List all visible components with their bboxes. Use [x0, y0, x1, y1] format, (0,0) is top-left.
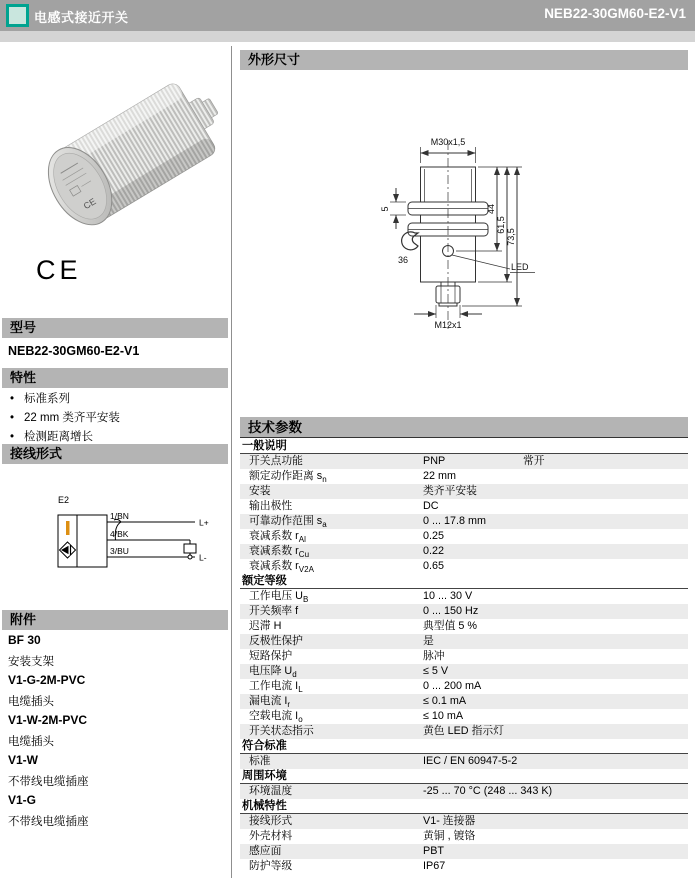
tech-row: [240, 454, 688, 469]
tech-row-value: ≤ 10 mA: [423, 710, 464, 722]
accessory-desc: 电缆插头: [8, 696, 54, 708]
tech-row-value: ≤ 5 V: [423, 665, 449, 677]
tech-table: [240, 439, 688, 874]
dim-615-label: 61,5: [496, 216, 506, 234]
tech-row: [240, 679, 688, 694]
tech-row-value: 黄铜 , 镀铬: [423, 830, 476, 842]
tech-row-value: ≤ 0.1 mA: [423, 695, 467, 707]
tech-row-value: 典型值 5 %: [423, 620, 477, 632]
section-header-model: 型号: [2, 318, 228, 338]
accessory-desc: 不带线电缆插座: [8, 816, 89, 828]
tech-row: [240, 844, 688, 859]
tech-row-value: 10 ... 30 V: [423, 590, 473, 602]
tech-row: [240, 724, 688, 739]
tech-row-value: PNP: [423, 455, 446, 467]
tech-row-label: 衰减系数 $r_{Al}$: [249, 530, 306, 545]
tech-row: [240, 514, 688, 529]
tech-row-label: 工作电流 $I_L$: [249, 680, 303, 695]
tech-row-label: 开关点功能: [249, 455, 303, 467]
section-header-features: 特性: [2, 368, 228, 388]
tech-row: [240, 484, 688, 499]
dim-m12-label: M12x1: [434, 320, 462, 330]
dim-m30-label: M30x1,5: [430, 137, 466, 147]
sensor-symbol-bar: [66, 521, 70, 535]
tech-row-value: 0.25: [423, 530, 445, 542]
tech-row-value: 22 mm: [423, 470, 456, 482]
tech-row-label: 标准: [249, 755, 271, 767]
tech-row: [240, 559, 688, 574]
tech-row: [240, 634, 688, 649]
accessory-name: V1-W-2M-PVC: [8, 713, 88, 727]
tech-row: [240, 529, 688, 544]
accessory-name: BF 30: [8, 633, 41, 647]
accessory-desc: 不带线电缆插座: [8, 776, 89, 788]
section-header-accessories: 附件: [2, 610, 228, 630]
ce-mark: CE: [36, 255, 82, 285]
pin-3-label: 3/BU: [110, 546, 129, 556]
model-number: NEB22-30GM60-E2-V1: [8, 344, 140, 358]
tech-row-label: 电压降 $U_d$: [249, 665, 297, 680]
tech-row-label: 反极性保护: [249, 635, 303, 647]
tech-subsection-header: 机械特性: [240, 799, 688, 814]
accessory-desc: 电缆插头: [8, 736, 54, 748]
load-symbol: [184, 544, 196, 553]
tech-row-label: 防护等级: [249, 860, 293, 872]
tech-row-value: IEC / EN 60947-5-2: [423, 755, 518, 767]
tech-row-label: 迟滞 H: [249, 620, 282, 632]
dim-735-label: 73,5: [506, 228, 516, 246]
led-label: LED: [511, 262, 529, 272]
wiring-diagram-label: E2: [58, 495, 70, 505]
tech-row-value-2: 常开: [523, 455, 545, 467]
tech-row-value: PBT: [423, 845, 444, 857]
brand-square-icon: [6, 4, 29, 27]
tech-row: [240, 694, 688, 709]
tech-row: [240, 859, 688, 874]
feature-item: • 22 mm 类齐平安装: [8, 409, 120, 428]
product-photo: [30, 58, 220, 248]
tech-row: [240, 709, 688, 724]
accessories-list: [8, 633, 223, 833]
tech-subsection-header: 周围环境: [240, 769, 688, 784]
tech-row: [240, 499, 688, 514]
dimension-drawing: [370, 133, 610, 345]
header-model-number: NEB22-30GM60-E2-V1: [544, 6, 686, 21]
l-plus-label: L+: [199, 517, 209, 528]
tech-row-label: 接线形式: [249, 815, 293, 827]
wiring-diagram: [50, 488, 225, 588]
tech-row: [240, 754, 688, 769]
tech-row-label: 衰减系数 $r_{Cu}$: [249, 545, 310, 560]
tech-subsection-header: 一般说明: [240, 439, 688, 454]
section-header-dimensions: 外形尺寸: [240, 50, 688, 70]
tech-row: [240, 649, 688, 664]
tech-row-value: V1- 连接器: [423, 815, 476, 827]
tech-row-label: 安装: [249, 485, 271, 497]
tech-row-label: 环境温度: [249, 785, 293, 797]
accessory-name: V1-G: [8, 793, 37, 807]
tech-row-value: 0.65: [423, 560, 445, 572]
tech-row: [240, 544, 688, 559]
tech-row-value: 是: [423, 635, 434, 647]
feature-item: • 标准系列: [8, 390, 120, 409]
dim-44-label: 44: [486, 203, 496, 215]
tech-row-label: 衰减系数 $r_{V2A}$: [249, 560, 314, 575]
tech-subsection-header: 符合标准: [240, 739, 688, 754]
tech-row-label: 开关状态指示: [249, 725, 314, 737]
section-header-connection: 接线形式: [2, 444, 228, 464]
l-minus-label: L-: [199, 552, 207, 563]
column-divider: [231, 46, 232, 878]
tech-row-value: 0 ... 150 Hz: [423, 605, 479, 617]
accessory-name: V1-W: [8, 753, 38, 767]
tech-row: [240, 604, 688, 619]
tech-row: [240, 469, 688, 484]
svg-text:CE: CE: [81, 196, 98, 212]
dim-5-label: 5: [380, 206, 390, 212]
tech-row-value: 黄色 LED 指示灯: [423, 725, 504, 737]
tech-row-value: 0 ... 200 mA: [423, 680, 482, 692]
tech-row-value: -25 ... 70 °C (248 ... 343 K): [423, 785, 553, 797]
tech-row-label: 空载电流 $I_o$: [249, 710, 303, 725]
tech-row-label: 漏电流 $I_r$: [249, 695, 291, 710]
pin-4-label: 4/BK: [110, 529, 129, 539]
dim-36-label: 36: [397, 255, 409, 265]
tech-row: [240, 784, 688, 799]
tech-row-value: 0.22: [423, 545, 445, 557]
tech-row-label: 感应面: [249, 845, 282, 857]
tech-row-label: 外壳材料: [249, 830, 293, 842]
tech-row-value: 类齐平安装: [423, 485, 477, 497]
section-header-tech: 技术参数: [240, 417, 688, 438]
tech-row-label: 可靠动作范围 $s_a$: [249, 515, 327, 530]
tech-row-value: 脉冲: [423, 650, 445, 662]
tech-row-label: 开关频率 f: [249, 605, 299, 617]
feature-item: • 检测距离增长: [8, 428, 120, 447]
header-substrip: [0, 31, 695, 42]
tech-row-value: DC: [423, 500, 439, 512]
page-title: 电感式接近开关: [34, 10, 129, 25]
tech-row-value: IP67: [423, 860, 446, 872]
tech-row-label: 工作电压 $U_B$: [249, 590, 309, 605]
tech-row-value: 0 ... 17.8 mm: [423, 515, 487, 527]
tech-subsection-header: 额定等级: [240, 574, 688, 589]
tech-row-label: 短路保护: [249, 650, 293, 662]
pin-1-label: 1/BN: [110, 511, 129, 521]
accessory-name: V1-G-2M-PVC: [8, 673, 86, 687]
tech-row: [240, 829, 688, 844]
tech-row-label: 输出极性: [249, 500, 293, 512]
tech-row-label: 额定动作距离 $s_n$: [249, 470, 327, 485]
accessory-desc: 安装支架: [8, 656, 54, 668]
tech-row: [240, 589, 688, 604]
tech-row: [240, 814, 688, 829]
header-bar: [0, 0, 695, 31]
features-list: [8, 390, 120, 447]
tech-row: [240, 619, 688, 634]
tech-row: [240, 664, 688, 679]
